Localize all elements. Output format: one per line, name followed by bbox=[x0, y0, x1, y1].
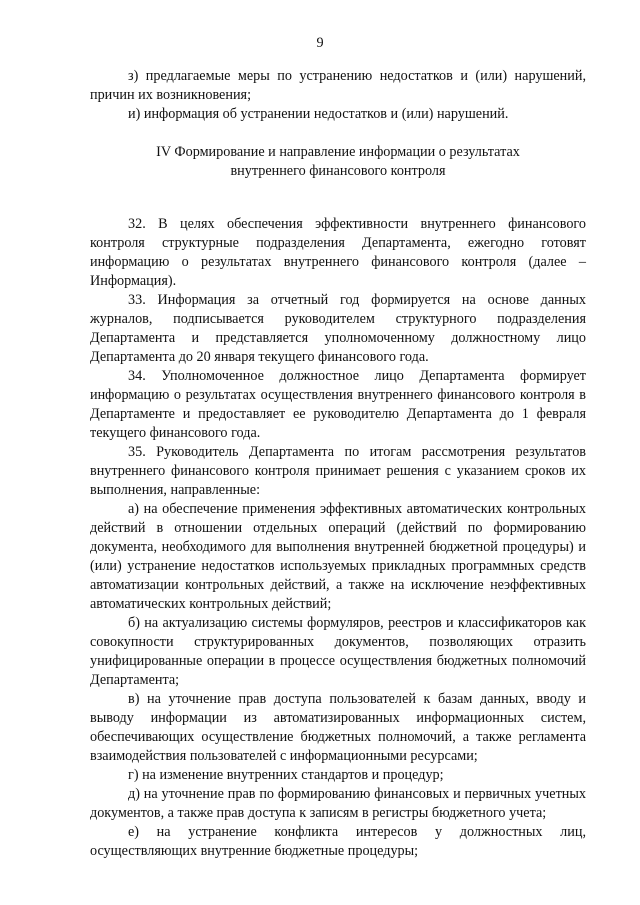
page-number: 9 bbox=[316, 35, 324, 51]
paragraph-32: 32. В целях обеспечения эффективности внутреннего финансового контроля структурные подразделения Департамента, ежегодно готовят информацию о результатах внутреннего финансового контроля (далее – Информация). bbox=[90, 216, 586, 289]
paragraph-33: 33. Информация за отчетный год формируется на основе данных журналов, подписывается руководителем структурного подразделения Департамента и представляется уполномоченному должностному лицо Департамента до 20 января текущего финансового года. bbox=[90, 292, 586, 365]
section-heading-line-2: внутреннего финансового контроля bbox=[230, 163, 446, 179]
list-item-i: и) информация об устранении недостатков и (или) нарушений. bbox=[128, 106, 509, 122]
paragraph-34: 34. Уполномоченное должностное лицо Департамента формирует информацию о результатах осуществления внутреннего финансового контроля в Департаменте и предоставляет ее руководителю Департамента до 1 февраля текущего финансового года. bbox=[90, 368, 586, 441]
paragraph-35: 35. Руководитель Департамента по итогам рассмотрения результатов внутреннего финансового контроля принимает решения с указанием сроков их выполнения, направленные: bbox=[90, 444, 586, 498]
subitem-v: в) на уточнение прав доступа пользователей к базам данных, вводу и выводу информации из автоматизированных информационных систем, обеспечивающих осуществление бюджетных полномочий, а также регламента взаимодействия пользователей с информационными ресурсами; bbox=[90, 691, 586, 764]
subitem-a: а) на обеспечение применения эффективных автоматических контрольных действий в отношении отдельных операций (действий по формированию документа, необходимого для выполнения внутренней бюджетной процедуры) и (или) устранение недостатков используемых прикладных программных средств автоматизации контрольных действий, а также на исключение неэффективных автоматических контрольных действий; bbox=[90, 501, 586, 612]
subitem-g: г) на изменение внутренних стандартов и процедур; bbox=[128, 767, 444, 783]
section-heading bbox=[90, 143, 586, 181]
list-item-z: з) предлагаемые меры по устранению недостатков и (или) нарушений, причин их возникновения; bbox=[90, 68, 586, 103]
section-heading-line-1: IV Формирование и направление информации о результатах bbox=[156, 144, 520, 160]
document-body bbox=[90, 67, 586, 861]
subitem-e: е) на устранение конфликта интересов у должностных лиц, осуществляющих внутренние бюджетные процедуры; bbox=[90, 824, 586, 859]
subitem-b: б) на актуализацию системы формуляров, реестров и классификаторов как совокупности структурированных документов, позволяющих отразить унифицированные операции в процессе осуществления бюджетных полномочий Департамента; bbox=[90, 615, 586, 688]
subitem-d: д) на уточнение прав по формированию финансовых и первичных учетных документов, а также прав доступа к записям в регистры бюджетного учета; bbox=[90, 786, 586, 821]
